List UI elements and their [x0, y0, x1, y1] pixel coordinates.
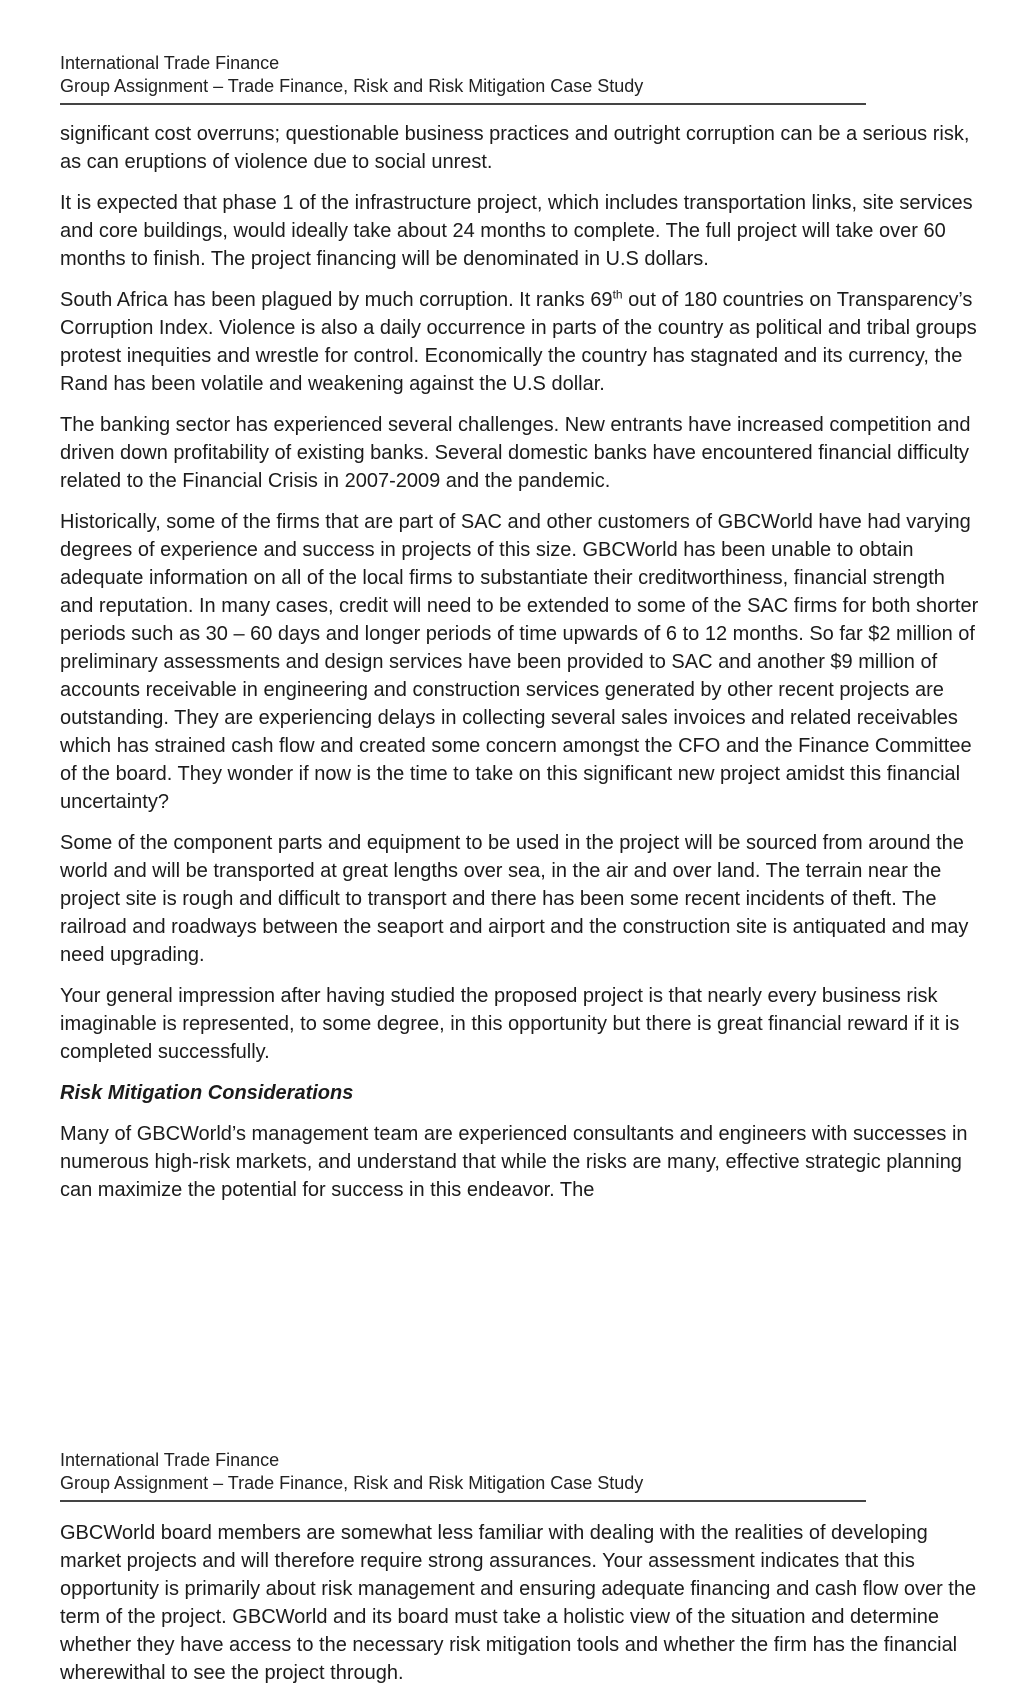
header-course-title: International Trade Finance [60, 53, 280, 73]
paragraph: The banking sector has experienced several challenges. New entrants have increased competition and driven down profitability of existing banks. Several domestic banks have encountered financial difficulty related to the Financial Crisis in 2007-2009 and the pandemic. [60, 414, 971, 492]
section-heading: Risk Mitigation Considerations [60, 1082, 354, 1104]
document-page-2 [0, 1383, 1011, 1695]
ordinal-superscript: th [612, 287, 623, 302]
paragraph: Your general impression after having studied the proposed project is that nearly every business risk imaginable is represented, to some degree, in this opportunity but there is great financial reward if it is completed successfully. [60, 985, 960, 1063]
header-course-title: International Trade Finance [60, 1450, 280, 1470]
page-body [60, 1519, 980, 1700]
header-rule [60, 1500, 866, 1502]
paragraph: It is expected that phase 1 of the infrastructure project, which includes transportation links, site services and core buildings, would ideally take about 24 months to complete. The full project will take over 60 months to finish. The project financing will be denominated in U.S dollars. [60, 192, 973, 270]
paragraph: significant cost overruns; questionable business practices and outright corruption can be a serious risk, as can eruptions of violence due to social unrest. [60, 123, 970, 173]
paragraph [60, 286, 980, 398]
paragraph-text: out of 180 countries on Transparency’s Corruption Index. Violence is also a daily occurrence in parts of the country as political and tribal groups protest inequities and wrestle for control. Economically the country has stagnated and its currency, the Rand has been volatile and weakening against the U.S dollar. [60, 289, 977, 395]
header-assignment-title: Group Assignment – Trade Finance, Risk and Risk Mitigation Case Study [60, 76, 644, 96]
paragraph: Some of the component parts and equipment to be used in the project will be sourced from around the world and will be transported at great lengths over sea, in the air and over land. The terrain near the project site is rough and difficult to transport and there has been some recent incidents of theft. The railroad and roadways between the seaport and airport and the construction site is antiquated and may need upgrading. [60, 832, 969, 966]
header-rule [60, 103, 866, 105]
paragraph: Many of GBCWorld’s management team are experienced consultants and engineers with successes in numerous high-risk markets, and understand that while the risks are many, effective strategic planning can maximize the potential for success in this endeavor. The [60, 1123, 968, 1201]
header-assignment-title: Group Assignment – Trade Finance, Risk and Risk Mitigation Case Study [60, 1473, 644, 1493]
paragraph-text: South Africa has been plagued by much corruption. It ranks 69 [60, 289, 613, 311]
paragraph: GBCWorld board members are somewhat less familiar with dealing with the realities of developing market projects and will therefore require strong assurances. Your assessment indicates that this opportunity is primarily about risk management and ensuring adequate financing and cash flow over the term of the project. GBCWorld and its board must take a holistic view of the situation and determine whether they have access to the necessary risk mitigation tools and whether the firm has the financial wherewithal to see the project through. [60, 1522, 977, 1684]
paragraph: Historically, some of the firms that are part of SAC and other customers of GBCWorld have had varying degrees of experience and success in projects of this size. GBCWorld has been unable to obtain adequate information on all of the local firms to substantiate their creditworthiness, financial strength and reputation. In many cases, credit will need to be extended to some of the SAC firms for both shorter periods such as 30 – 60 days and longer periods of time upwards of 6 to 12 months. So far $2 million of preliminary assessments and design services have been provided to SAC and another $9 million of accounts receivable in engineering and construction services generated by other recent projects are outstanding. They are experiencing delays in collecting several sales invoices and related receivables which has strained cash flow and created some concern amongst the CFO and the Finance Committee of the board. They wonder if now is the time to take on this significant new project amidst this financial uncertainty? [60, 511, 979, 813]
page-header [60, 1449, 866, 1502]
page-body [60, 120, 980, 1217]
page-header [60, 52, 866, 105]
